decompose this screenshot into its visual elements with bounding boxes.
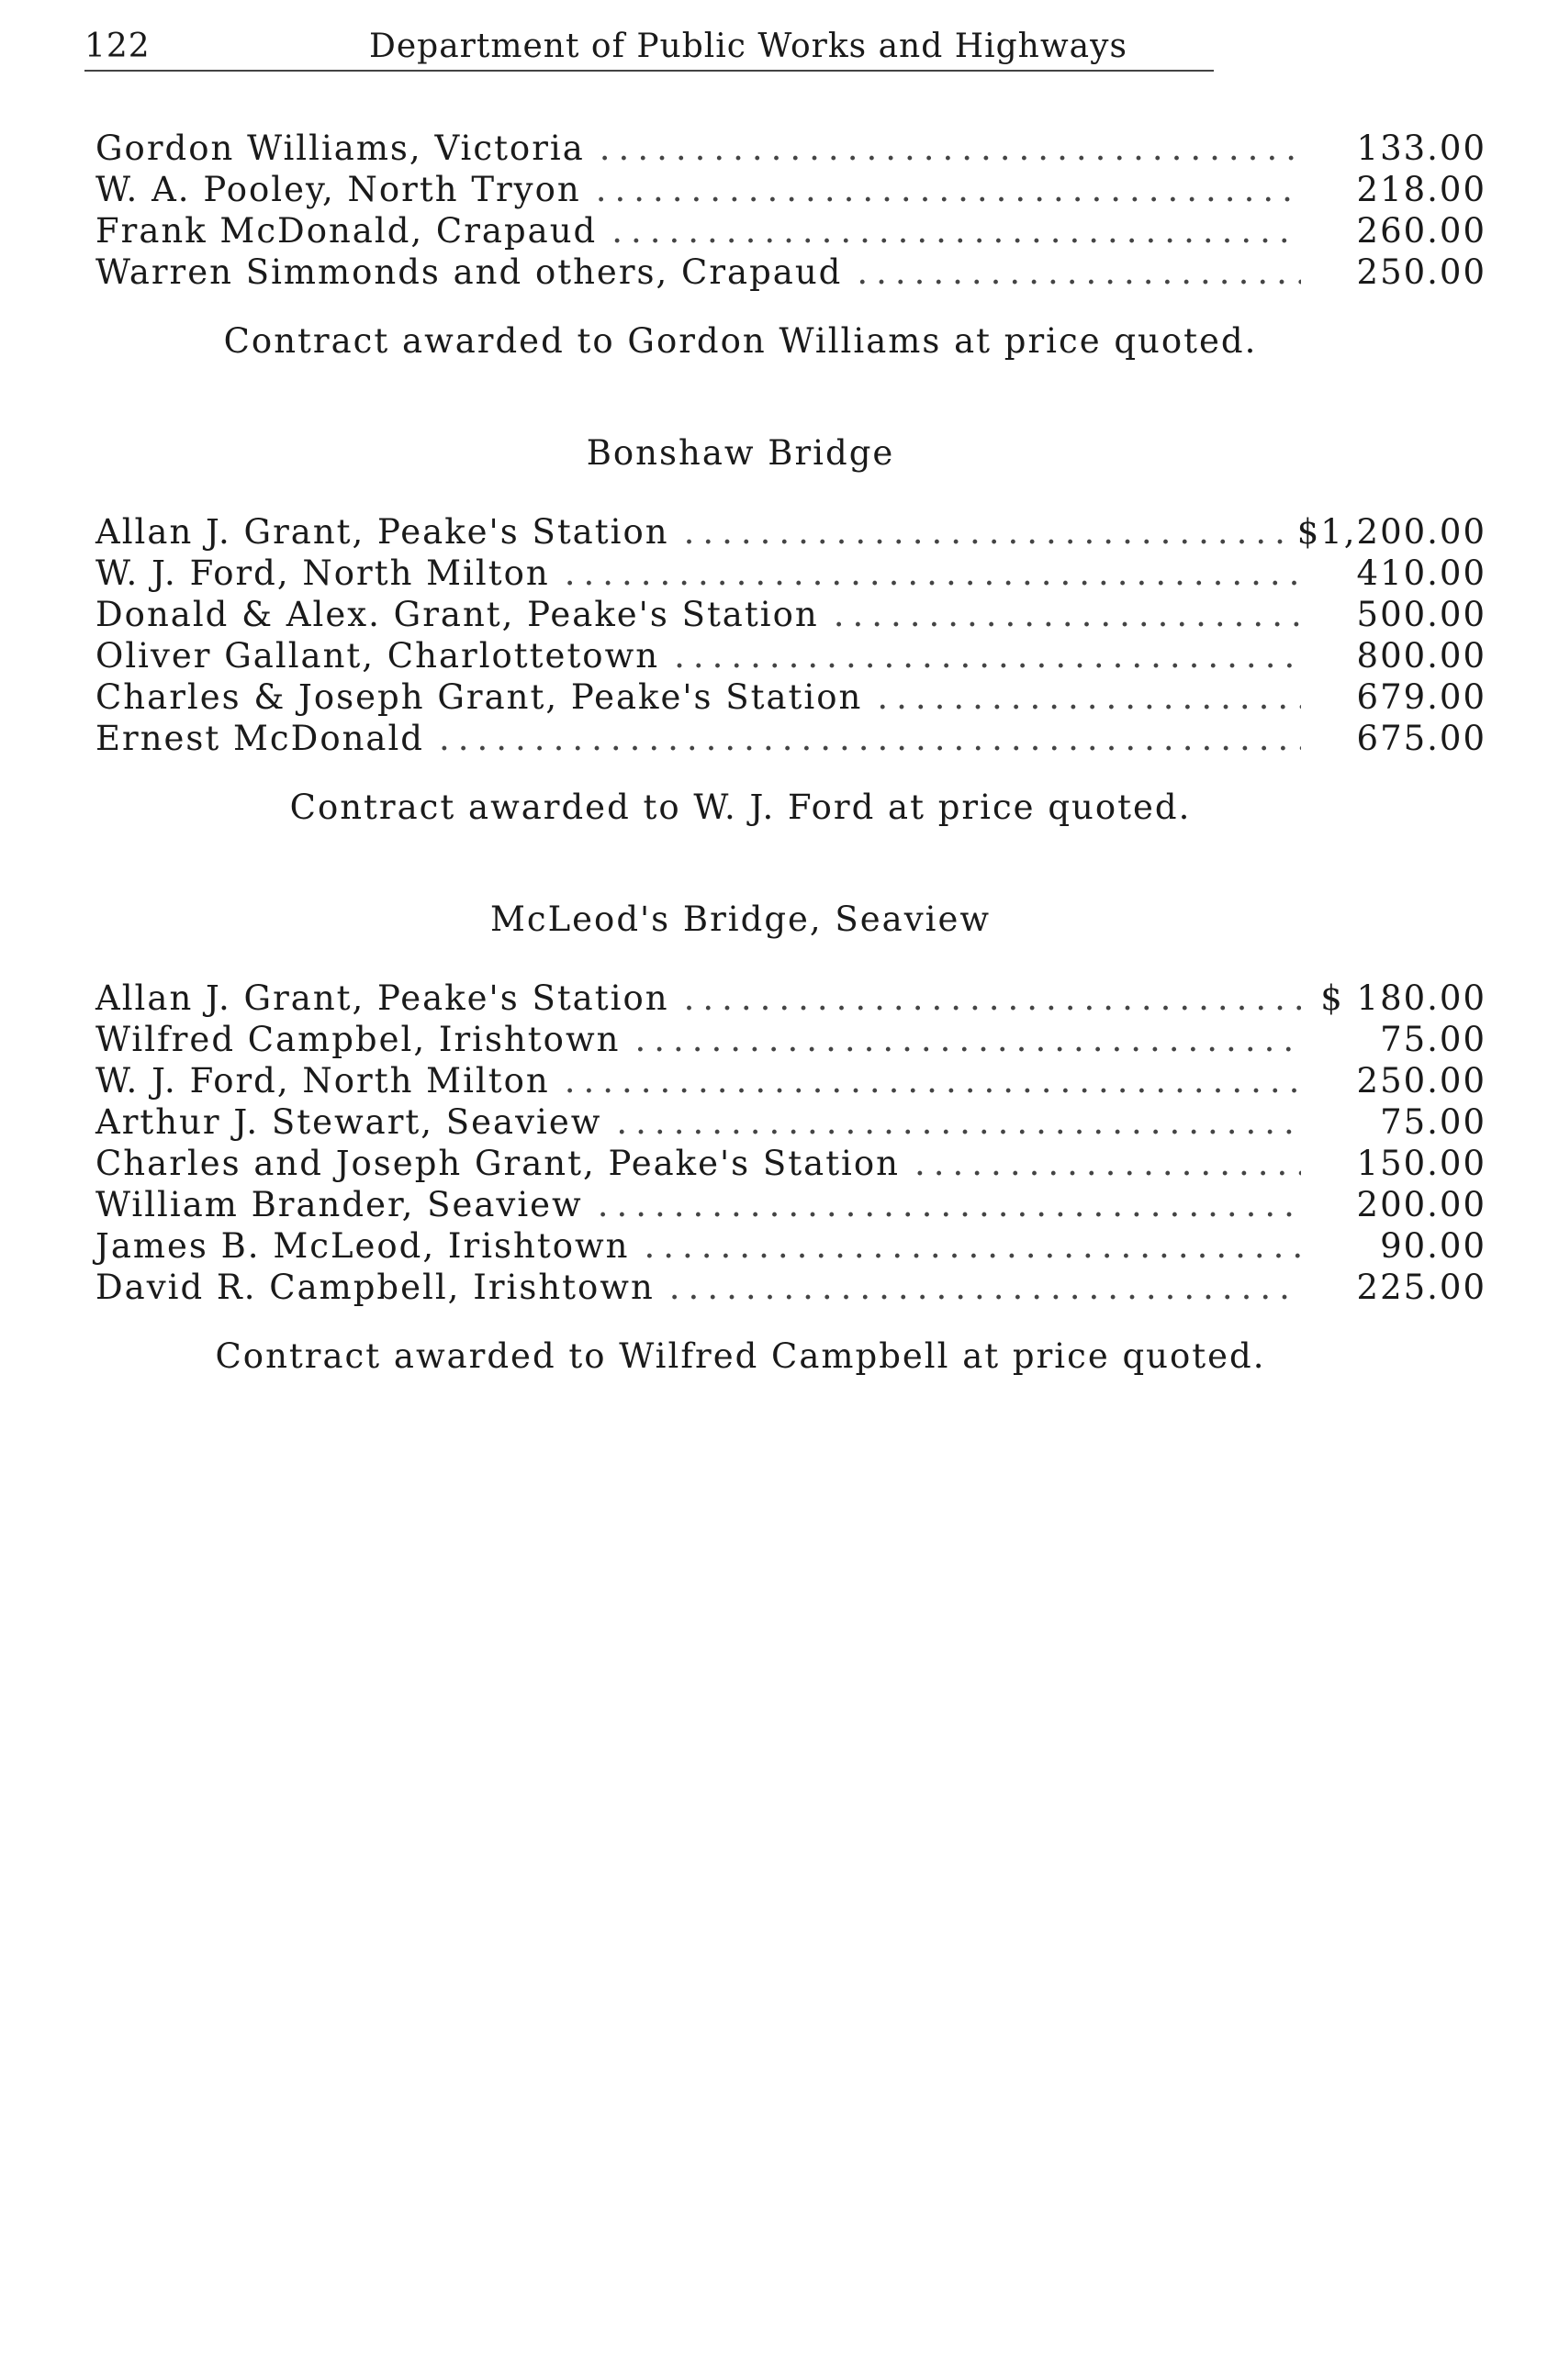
dot-leader — [565, 1061, 1301, 1101]
tender-entry — [95, 128, 1486, 170]
tenderer-name: Warren Simmonds and others, Crapaud — [95, 252, 843, 292]
dot-leader — [600, 128, 1301, 168]
tender-amount: 500.00 — [1356, 595, 1486, 634]
dot-leader — [674, 636, 1301, 676]
tenderer-name: Gordon Williams, Victoria — [95, 128, 585, 168]
dot-leader — [598, 1185, 1301, 1224]
dot-leader — [914, 1144, 1301, 1183]
dot-leader — [565, 553, 1301, 593]
tenderer-name: W. A. Pooley, North Tryon — [95, 170, 581, 209]
dot-leader — [634, 1020, 1301, 1059]
page-content — [95, 128, 1486, 1384]
tender-entry — [95, 211, 1486, 252]
tender-entry — [95, 677, 1486, 719]
tender-entry — [95, 252, 1486, 294]
section-heading-mcleods-bridge: McLeod's Bridge, Seaview — [489, 899, 992, 939]
section-heading-bonshaw-bridge: Bonshaw Bridge — [586, 433, 895, 473]
contract-note: Contract awarded to Wilfred Campbell at price quoted. — [215, 1336, 1266, 1376]
dot-leader — [669, 1268, 1301, 1307]
tender-amount: 410.00 — [1356, 553, 1486, 593]
tender-amount: 75.00 — [1380, 1020, 1486, 1059]
tender-amount: 675.00 — [1356, 719, 1486, 758]
tender-amount: 133.00 — [1356, 128, 1486, 168]
tender-amount: 75.00 — [1380, 1102, 1486, 1142]
dot-leader — [616, 1102, 1301, 1142]
dot-leader — [611, 211, 1301, 251]
dot-leader — [596, 170, 1301, 209]
contract-note: Contract awarded to Gordon Williams at price quoted. — [223, 321, 1258, 361]
tenderer-name: James B. McLeod, Irishtown — [95, 1226, 630, 1266]
tenderer-name: Wilfred Campbel, Irishtown — [95, 1020, 621, 1059]
tender-amount: 150.00 — [1356, 1144, 1486, 1183]
tenderer-name: Frank McDonald, Crapaud — [95, 211, 598, 251]
dot-leader — [684, 512, 1286, 552]
tender-amount: $ 180.00 — [1320, 978, 1486, 1018]
tender-entry — [95, 595, 1486, 636]
dot-leader — [834, 595, 1301, 634]
tender-amount: 800.00 — [1356, 636, 1486, 676]
tender-entry — [95, 553, 1486, 595]
tenderer-name: Ernest McDonald — [95, 719, 424, 758]
tender-entry — [95, 512, 1486, 553]
tender-entry — [95, 170, 1486, 211]
tender-amount: $1,200.00 — [1296, 512, 1486, 552]
tenderer-name: Charles & Joseph Grant, Peake's Station — [95, 677, 863, 717]
tenderer-name: W. J. Ford, North Milton — [95, 553, 550, 593]
tender-amount: 218.00 — [1356, 170, 1486, 209]
tender-list-bonshaw-bridge — [95, 512, 1486, 760]
tender-entry — [95, 978, 1486, 1020]
running-title: Department of Public Works and Highways — [369, 28, 1127, 65]
tender-amount: 250.00 — [1356, 252, 1486, 292]
dot-leader — [877, 677, 1301, 717]
tender-entry — [95, 1102, 1486, 1144]
tender-amount: 679.00 — [1356, 677, 1486, 717]
tenderer-name: Oliver Gallant, Charlottetown — [95, 636, 660, 676]
tenderer-name: Allan J. Grant, Peake's Station — [95, 978, 669, 1018]
tenderer-name: David R. Campbell, Irishtown — [95, 1268, 655, 1307]
dot-leader — [857, 252, 1301, 292]
tender-entry — [95, 1185, 1486, 1226]
tender-entry — [95, 1144, 1486, 1185]
tender-amount: 225.00 — [1356, 1268, 1486, 1307]
tenderer-name: Donald & Alex. Grant, Peake's Station — [95, 595, 819, 634]
tender-entry — [95, 1226, 1486, 1268]
tender-entry — [95, 719, 1486, 760]
page-number: 122 — [84, 28, 151, 65]
dot-leader — [439, 719, 1301, 758]
tender-amount: 260.00 — [1356, 211, 1486, 251]
tenderer-name: W. J. Ford, North Milton — [95, 1061, 550, 1101]
tender-entry — [95, 1020, 1486, 1061]
page-header — [84, 28, 1214, 72]
tender-entry — [95, 1268, 1486, 1309]
contract-note: Contract awarded to W. J. Ford at price quoted. — [289, 788, 1192, 827]
tender-list-continued — [95, 128, 1486, 294]
tender-amount: 250.00 — [1356, 1061, 1486, 1101]
tender-amount: 200.00 — [1356, 1185, 1486, 1224]
tender-entry — [95, 636, 1486, 677]
tenderer-name: Charles and Joseph Grant, Peake's Station — [95, 1144, 901, 1183]
tender-list-mcleods-bridge — [95, 978, 1486, 1309]
dot-leader — [645, 1226, 1302, 1266]
tender-amount: 90.00 — [1380, 1226, 1486, 1266]
tenderer-name: Arthur J. Stewart, Seaview — [95, 1102, 602, 1142]
tenderer-name: Allan J. Grant, Peake's Station — [95, 512, 669, 552]
tender-entry — [95, 1061, 1486, 1102]
dot-leader — [684, 978, 1301, 1018]
tenderer-name: William Brander, Seaview — [95, 1185, 583, 1224]
